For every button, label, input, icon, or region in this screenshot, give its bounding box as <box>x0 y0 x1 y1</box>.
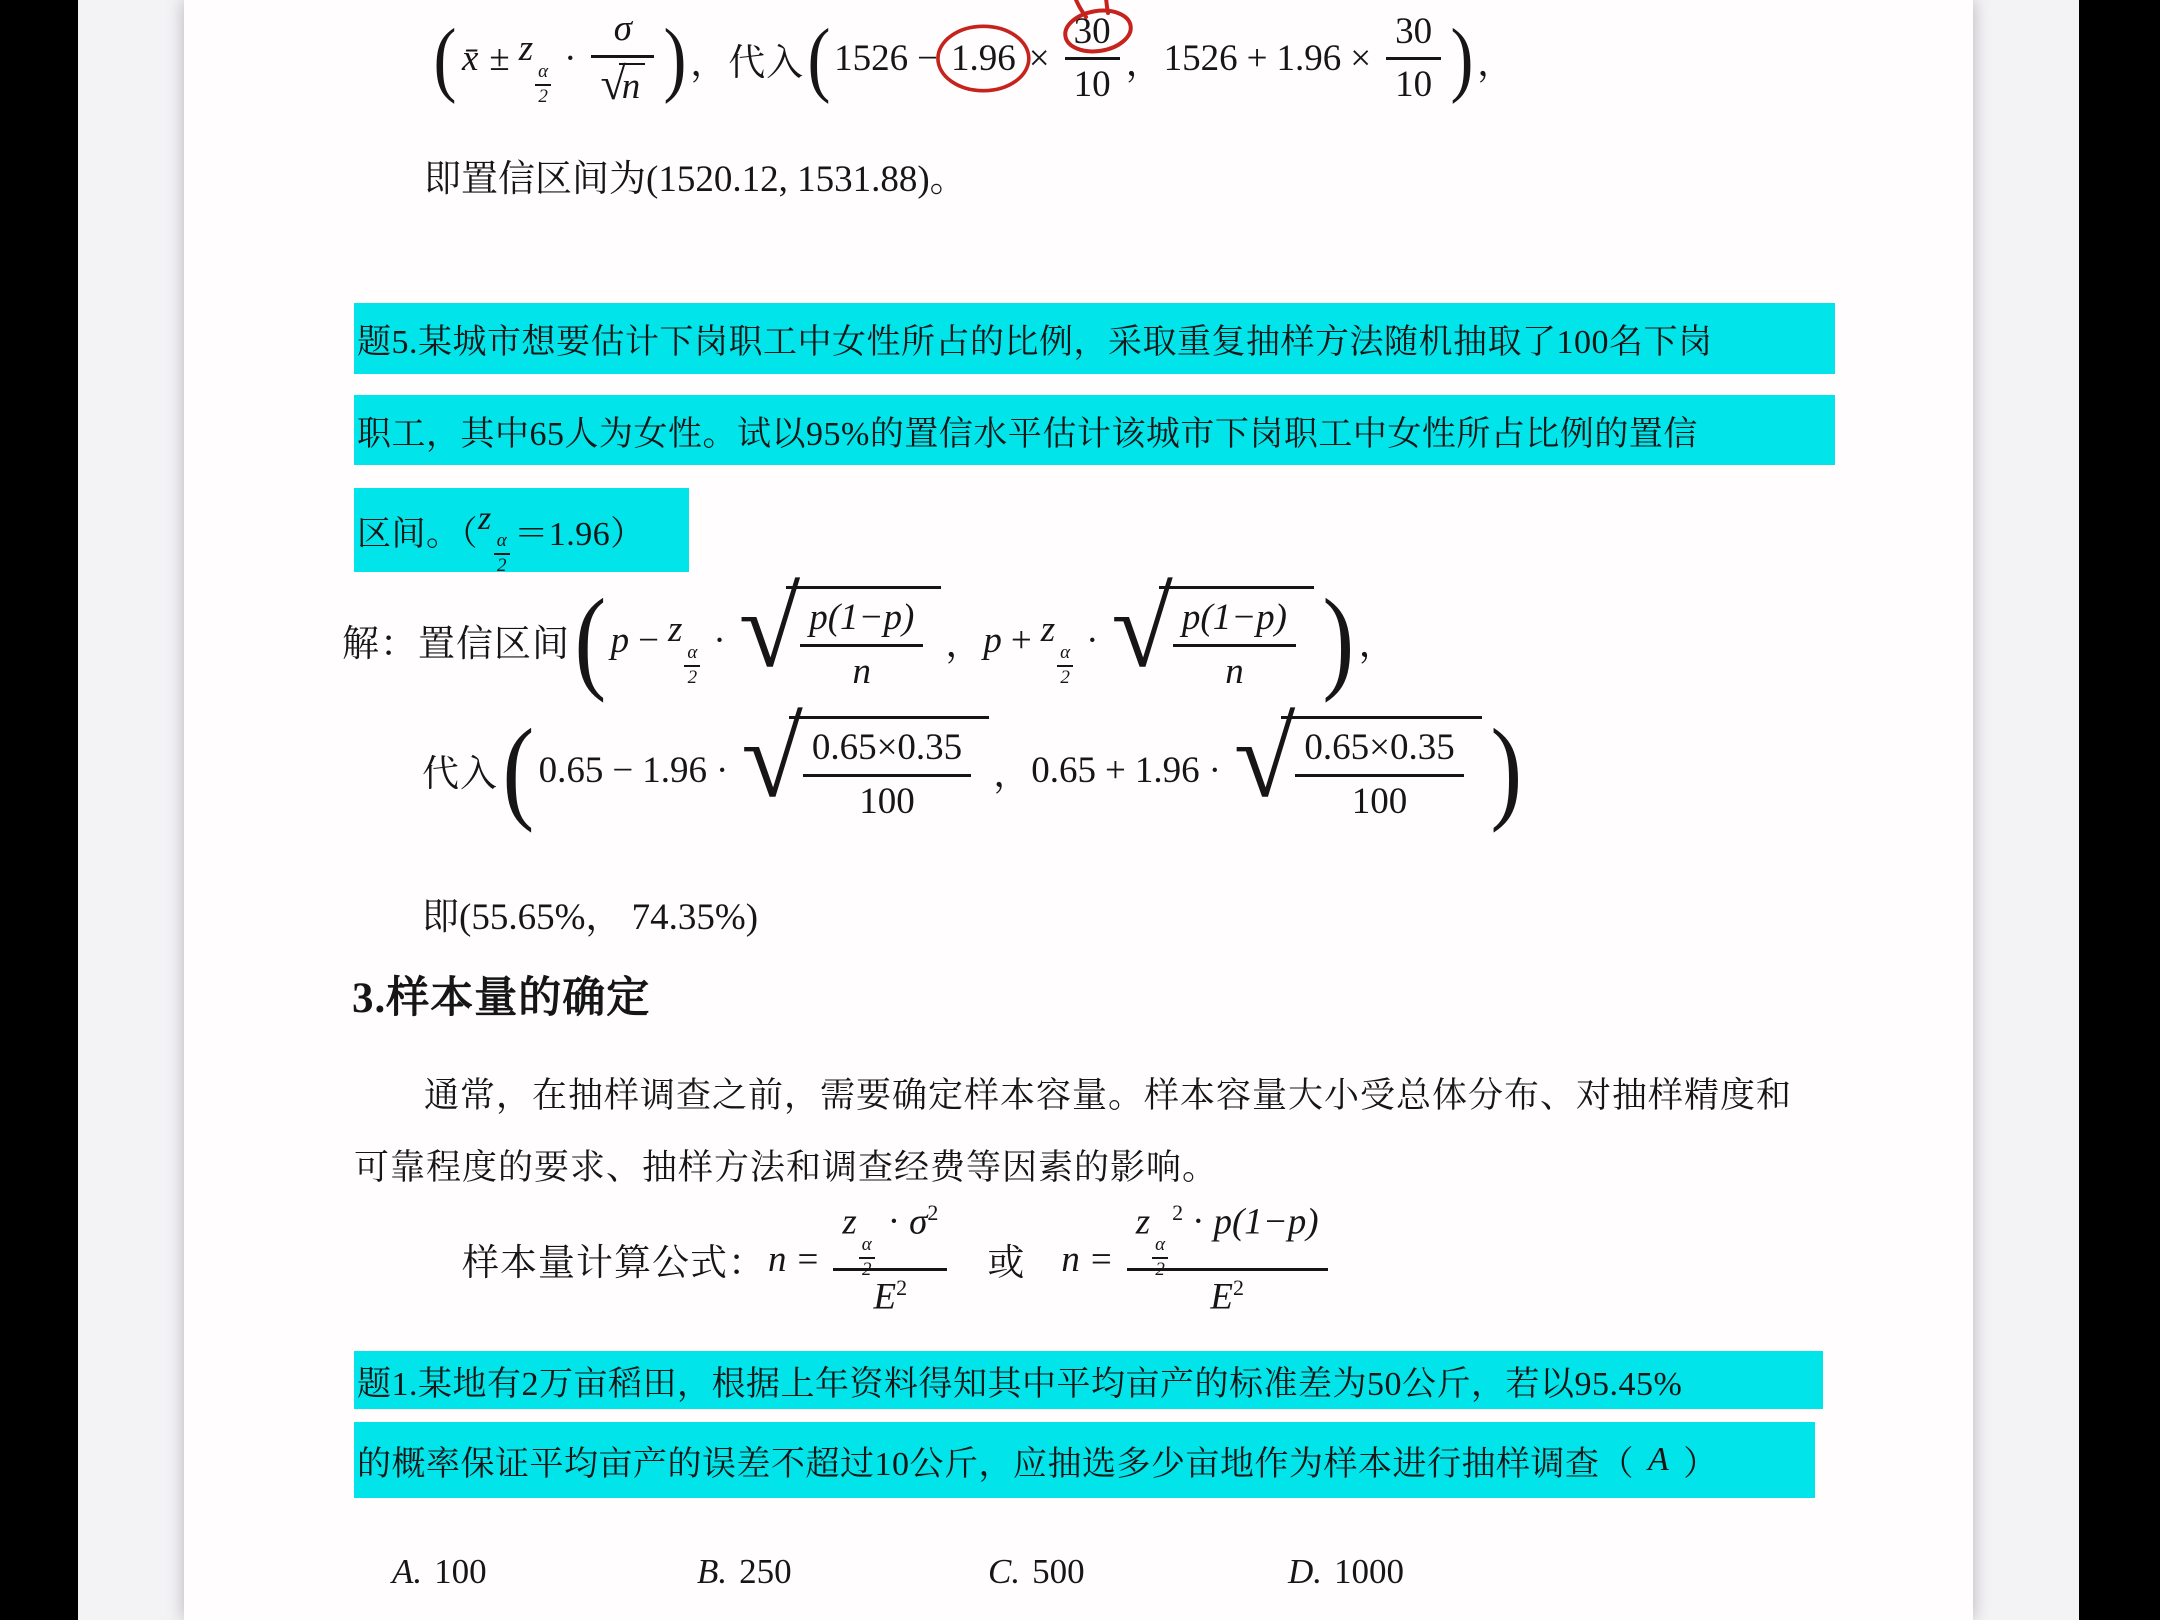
sigma-over-sqrt-n: σ √ n <box>591 8 654 109</box>
substitution-formula <box>422 697 1526 834</box>
minus: − <box>612 749 634 791</box>
E-symbol: E <box>1210 1276 1233 1318</box>
document-page <box>184 0 1973 1620</box>
z-alpha-half: z $\frac{\alpha}{2}$ <box>519 27 555 91</box>
z-alpha-half: z $\frac{\alpha}{2}$ <box>668 608 704 672</box>
E-symbol: E <box>873 1276 897 1318</box>
result-interval: 即(55.65%， 74.35%) <box>422 897 759 938</box>
p-hat-value: 0.65 <box>538 749 604 791</box>
plus: + <box>1104 749 1126 791</box>
alpha-over-2-subscript: $\frac{\alpha}{2}$ <box>494 530 510 577</box>
z-value: 1.96 <box>1134 749 1200 791</box>
answer-letter: A <box>1648 1441 1670 1478</box>
cdot: · <box>716 749 729 791</box>
close-paren: ) <box>1322 576 1355 704</box>
p-symbol: p <box>983 619 1002 661</box>
plus-minus: ± <box>489 38 510 80</box>
open-paren: ( <box>807 11 831 105</box>
exponent: 2 <box>1232 1275 1244 1301</box>
z-alpha-half: z $\frac{\alpha}{2}$ · $\sigma^2$ <box>842 1200 939 1281</box>
z-alpha-half: z $\frac{\alpha}{2}$ <box>1041 608 1077 672</box>
minus: − <box>917 38 939 80</box>
z-alpha-half-squared: z $\frac{\alpha}{2}$ $^2$ · p(1−p) <box>1135 1200 1319 1281</box>
confidence-interval-label: 置信区间 <box>418 624 570 665</box>
times: × <box>1350 38 1372 80</box>
comma: ， <box>945 624 984 665</box>
cdot: · <box>1208 749 1221 791</box>
interval-conclusion: 即置信区间为(1520.12, 1531.88)。 <box>424 159 967 200</box>
p-hat-value: 0.65 <box>1031 749 1096 791</box>
value-1526: 1526 <box>834 38 909 80</box>
answer-option-b: B. 250 <box>697 1552 792 1591</box>
radical-icon: √ <box>1111 567 1173 692</box>
radical-icon: √ <box>738 567 801 692</box>
cdot: · <box>713 619 726 661</box>
plus: + <box>1246 38 1268 80</box>
alpha-over-2-subscript: $\frac{\alpha}{2}$ <box>859 1234 875 1281</box>
close-paren: ) <box>1490 706 1522 834</box>
minus: − <box>638 619 660 661</box>
sqrt-variance-fraction: √ $\frac{0.65\times 0.35}{100}$ <box>741 714 989 825</box>
radical-icon: √ <box>1233 697 1296 822</box>
page-margin-right <box>1973 0 2079 1620</box>
paragraph-line-1: 通常，在抽样调查之前，需要确定样本容量。样本容量大小受总体分布、对抽样精度和 <box>424 1076 1793 1115</box>
sample-size-formula <box>462 1200 1334 1319</box>
close-paren: ) <box>663 11 687 105</box>
question-1-line-1: 题1.某地有2万亩稻田，根据上年资料得知其中平均亩产的标准差为50公斤，若以95.45% <box>354 1351 1823 1409</box>
answer-option-a: A. 100 <box>392 1552 487 1591</box>
plus: + <box>1010 619 1032 661</box>
interval-formula <box>430 8 1515 109</box>
proportion-formula-fraction <box>1127 1200 1328 1319</box>
answer-option-c: C. 500 <box>988 1552 1085 1591</box>
alpha-over-2-subscript: $\frac{\alpha}{2}$ <box>1057 642 1073 689</box>
solution-formula <box>342 567 1397 704</box>
section-heading: 3.样本量的确定 <box>352 975 651 1022</box>
annotated-numerator: 30 <box>1074 11 1111 54</box>
radical-icon: √ <box>741 697 803 822</box>
alpha-over-2-subscript: $\frac{\alpha}{2}$ <box>684 642 700 689</box>
cdot: · <box>564 38 577 80</box>
p-symbol: p <box>610 619 630 661</box>
z-value: 1.96 <box>1276 38 1342 80</box>
question-5-line-1: 题5.某城市想要估计下岗职工中女性所占的比例，采取重复抽样方法随机抽取了100名下岗 <box>354 303 1835 374</box>
value-1526: 1526 <box>1163 38 1238 80</box>
open-paren: ( <box>502 706 535 834</box>
n-symbol: n <box>768 1238 787 1280</box>
formula-label: 样本量计算公式： <box>462 1243 766 1285</box>
question-1-line-2: 的概率保证平均亩产的误差不超过10公斤，应抽选多少亩地作为样本进行抽样调查（ A ） <box>354 1422 1815 1498</box>
n-symbol: n <box>1061 1238 1080 1280</box>
substitute-label: 代入 <box>422 754 498 795</box>
comma: ， <box>1358 624 1397 665</box>
letterbox-right <box>2079 0 2160 1620</box>
answer-option-d: D. 1000 <box>1288 1552 1405 1591</box>
annotated-z-value: 1.96 <box>947 37 1020 80</box>
equals: = <box>797 1238 819 1280</box>
comma: ， <box>690 42 729 84</box>
alpha-over-2-subscript: $\frac{\alpha}{2}$ <box>535 61 551 108</box>
exponent: 2 <box>927 1200 939 1225</box>
comma: ， <box>1125 42 1164 84</box>
page-margin-left <box>78 0 184 1620</box>
sqrt-variance-fraction: √ $\frac{0.65\times 0.35}{100}$ <box>1234 714 1482 825</box>
z-value: 1.96 <box>642 749 708 791</box>
substitute-label: 代入 <box>728 42 805 84</box>
letterbox-left <box>0 0 78 1620</box>
comma: ， <box>1477 42 1516 84</box>
sqrt-n: √ n <box>600 62 645 109</box>
question-5-line-2: 职工，其中65人为女性。试以95%的置信水平估计该城市下岗职工中女性所占比例的置信 <box>354 395 1835 465</box>
open-paren: ( <box>433 11 457 105</box>
or-label: 或 <box>987 1243 1026 1285</box>
equals: = <box>1090 1238 1112 1280</box>
solve-label: 解： <box>342 624 418 665</box>
fraction-30-over-10: $\frac{30}{10}$ <box>1386 11 1441 107</box>
paragraph-line-2: 可靠程度的要求、抽样方法和调查经费等因素的影响。 <box>354 1148 1219 1187</box>
question-5-line-3: 区间。（ z $\frac{\alpha}{2}$ ＝1.96） <box>354 488 689 572</box>
xbar-symbol: x̄ <box>461 38 479 80</box>
close-paren: ) <box>1450 11 1474 105</box>
z-alpha-half: z $\frac{\alpha}{2}$ <box>478 500 514 560</box>
times: × <box>1028 38 1050 80</box>
open-paren: ( <box>574 576 607 704</box>
exponent: 2 <box>1172 1200 1184 1225</box>
radical-icon: √ <box>600 57 626 109</box>
fraction-30-over-10: $\frac{30}{10}$ <box>1065 11 1120 107</box>
sqrt-p-fraction: √ $\frac{p(1-p)}{n}$ <box>739 584 942 695</box>
alpha-over-2-subscript: $\frac{\alpha}{2}$ <box>1152 1234 1168 1281</box>
cdot: · <box>1086 619 1099 661</box>
comma: ， <box>993 754 1032 795</box>
exponent: 2 <box>896 1275 908 1301</box>
variance-formula-fraction <box>833 1200 947 1319</box>
sqrt-p-fraction: √ $\frac{p(1-p)}{n}$ <box>1111 584 1314 695</box>
